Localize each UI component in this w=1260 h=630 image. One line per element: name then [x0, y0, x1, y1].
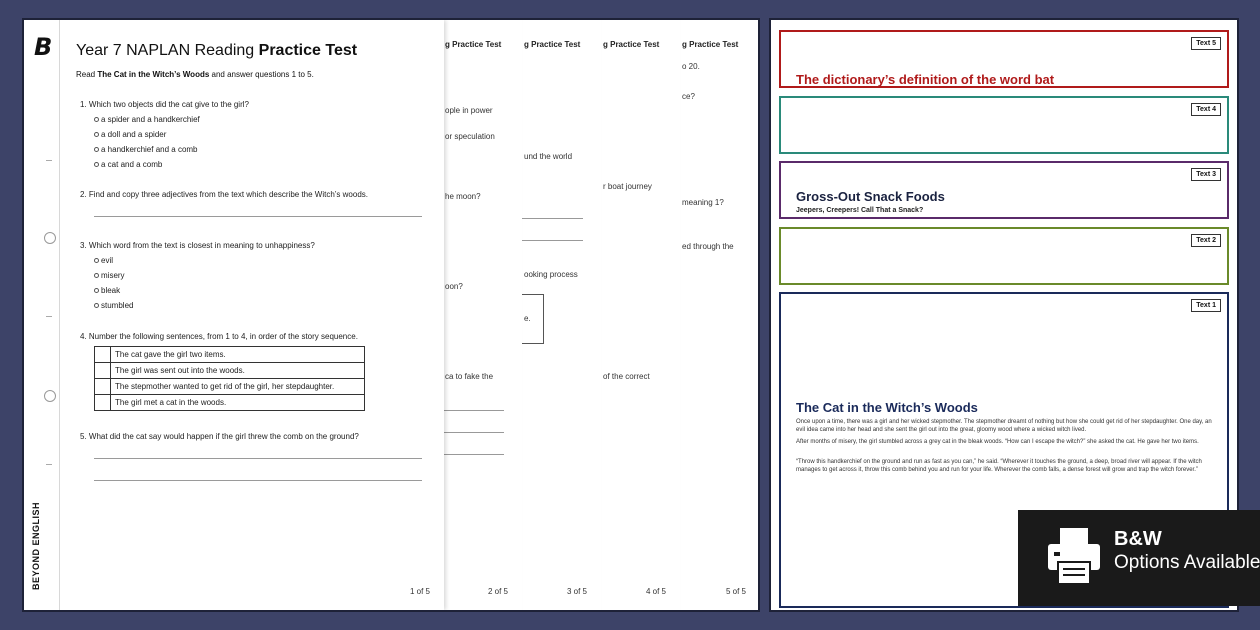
answer-line[interactable] [94, 458, 422, 459]
page-text: of the correct [603, 372, 650, 381]
page-number: 4 of 5 [645, 587, 666, 596]
margin-tick [46, 160, 52, 161]
text-tag: Text 2 [1191, 234, 1221, 247]
question-3: 3. Which word from the text is closest in meaning to unhappiness? [80, 241, 315, 250]
text-tag: Text 4 [1191, 103, 1221, 116]
sentence-cell: The girl met a cat in the woods. [111, 395, 365, 411]
radio-icon [94, 303, 99, 308]
printer-icon [1046, 524, 1102, 588]
text-card-5 [779, 30, 1229, 88]
worksheet-page-5 [679, 20, 760, 610]
sentence-cell: The girl was sent out into the woods. [111, 363, 365, 379]
number-cell[interactable] [95, 395, 111, 411]
answer-line[interactable] [94, 216, 422, 217]
text-tag: Text 3 [1191, 168, 1221, 181]
text-card-4 [779, 96, 1229, 154]
page-text: oon? [445, 282, 463, 291]
answer-line [443, 410, 504, 411]
text-title: Gross-Out Snack Foods [796, 189, 945, 204]
answer-option[interactable]: a handkerchief and a comb [94, 145, 198, 154]
margin-tick [46, 316, 52, 317]
text-title: The dictionary’s definition of the word bat [796, 72, 1055, 87]
question-5: 5. What did the cat say would happen if the girl threw the comb on the ground? [80, 432, 359, 441]
beyond-logo-icon: B [34, 33, 53, 61]
radio-icon [94, 258, 99, 263]
page-number: 3 of 5 [566, 587, 587, 596]
answer-option[interactable]: misery [94, 271, 125, 280]
answer-line [522, 218, 583, 219]
brand-wordmark: BEYOND ENGLISH [31, 501, 41, 590]
badge-subtitle: Options Available [1114, 552, 1260, 573]
page-text: r boat journey [603, 182, 652, 191]
worksheet-page-4 [600, 20, 680, 610]
answer-option[interactable]: bleak [94, 286, 120, 295]
text-title: The Cat in the Witch’s Woods [796, 400, 978, 415]
page-header: g Practice Test [603, 40, 660, 49]
binding-strip [24, 20, 60, 610]
answer-option[interactable]: stumbled [94, 301, 133, 310]
sentence-cell: The cat gave the girl two items. [111, 347, 365, 363]
page-number: 1 of 5 [409, 587, 430, 596]
page-text: ople in power [445, 106, 493, 115]
badge-title: B&W [1114, 528, 1162, 550]
page-number: 2 of 5 [487, 587, 508, 596]
text-card-3 [779, 161, 1229, 219]
page-text: meaning 1? [682, 198, 724, 207]
answer-line [443, 432, 504, 433]
page-text: ed through the [682, 242, 734, 251]
text-paragraph: Once upon a time, there was a girl and her wicked stepmother. The stepmother dreamt of nothing but how she could get rid of her stepdaughter. One day, an evil idea came into her head and she sent the girl out into the great, gloomy wood where a wicked witch lived. [796, 419, 1212, 433]
answer-line [443, 454, 504, 455]
page-title: Year 7 NAPLAN Reading Practice Test [76, 42, 358, 59]
worksheet-page-1 [24, 20, 444, 610]
page-header: g Practice Test [524, 40, 581, 49]
page-header: g Practice Test [445, 40, 502, 49]
sentence-cell: The stepmother wanted to get rid of the girl, her stepdaughter. [111, 379, 365, 395]
text-tag: Text 5 [1191, 37, 1221, 50]
radio-icon [94, 273, 99, 278]
text-paragraph: “Throw this handkerchief on the ground and run as fast as you can,” he said. “Wherever it touches the ground, a deep, broad river will appear. If the witch manages to get across it, throw this comb behind you and run for your life. Wherever the comb falls, a dense forest will grow and trap the witch forever.” [796, 459, 1202, 473]
page-text: he moon? [445, 192, 481, 201]
number-cell[interactable] [95, 347, 111, 363]
punch-hole-icon [44, 232, 56, 244]
page-number: 5 of 5 [725, 587, 746, 596]
answer-option[interactable]: evil [94, 256, 113, 265]
answer-line [522, 240, 583, 241]
radio-icon [94, 288, 99, 293]
page-text: ce? [682, 92, 695, 101]
page-text: e. [524, 314, 531, 323]
page-text: und the world [524, 152, 573, 161]
table-row [95, 363, 365, 379]
number-cell[interactable] [95, 379, 111, 395]
question-4: 4. Number the following sentences, from 1 to 4, in order of the story sequence. [80, 332, 358, 341]
answer-line[interactable] [94, 480, 422, 481]
worksheet-preview-panel [22, 18, 760, 612]
radio-icon [94, 147, 99, 152]
radio-icon [94, 117, 99, 122]
answer-option[interactable]: a spider and a handkerchief [94, 115, 200, 124]
page-header: g Practice Test [682, 40, 739, 49]
table-row [95, 379, 365, 395]
table-row [95, 347, 365, 363]
text-paragraph: After months of misery, the girl stumbled across a grey cat in the bleak woods. “How can I escape the witch?” she asked the cat. He gave her two items. [796, 439, 1199, 445]
worksheet-page-3 [521, 20, 601, 610]
radio-icon [94, 132, 99, 137]
text-card-2 [779, 227, 1229, 285]
table-row [95, 395, 365, 411]
bw-options-badge [1018, 510, 1260, 606]
page-text: or speculation [445, 132, 495, 141]
page-text: ca to fake the [445, 372, 494, 381]
sequence-table [94, 346, 365, 411]
margin-tick [46, 464, 52, 465]
text-tag: Text 1 [1191, 299, 1221, 312]
punch-hole-icon [44, 390, 56, 402]
answer-option[interactable]: a doll and a spider [94, 130, 166, 139]
question-2: 2. Find and copy three adjectives from the text which describe the Witch’s woods. [80, 190, 368, 199]
answer-option[interactable]: a cat and a comb [94, 160, 162, 169]
text-subtitle: Jeepers, Creepers! Call That a Snack? [796, 207, 924, 214]
page-text: ooking process [524, 270, 578, 279]
number-cell[interactable] [95, 363, 111, 379]
page-text: o 20. [682, 62, 700, 71]
question-1: 1. Which two objects did the cat give to the girl? [80, 100, 249, 109]
instructions: Read The Cat in the Witch’s Woods and answer questions 1 to 5. [76, 70, 314, 79]
worksheet-page-2 [442, 20, 522, 610]
radio-icon [94, 162, 99, 167]
